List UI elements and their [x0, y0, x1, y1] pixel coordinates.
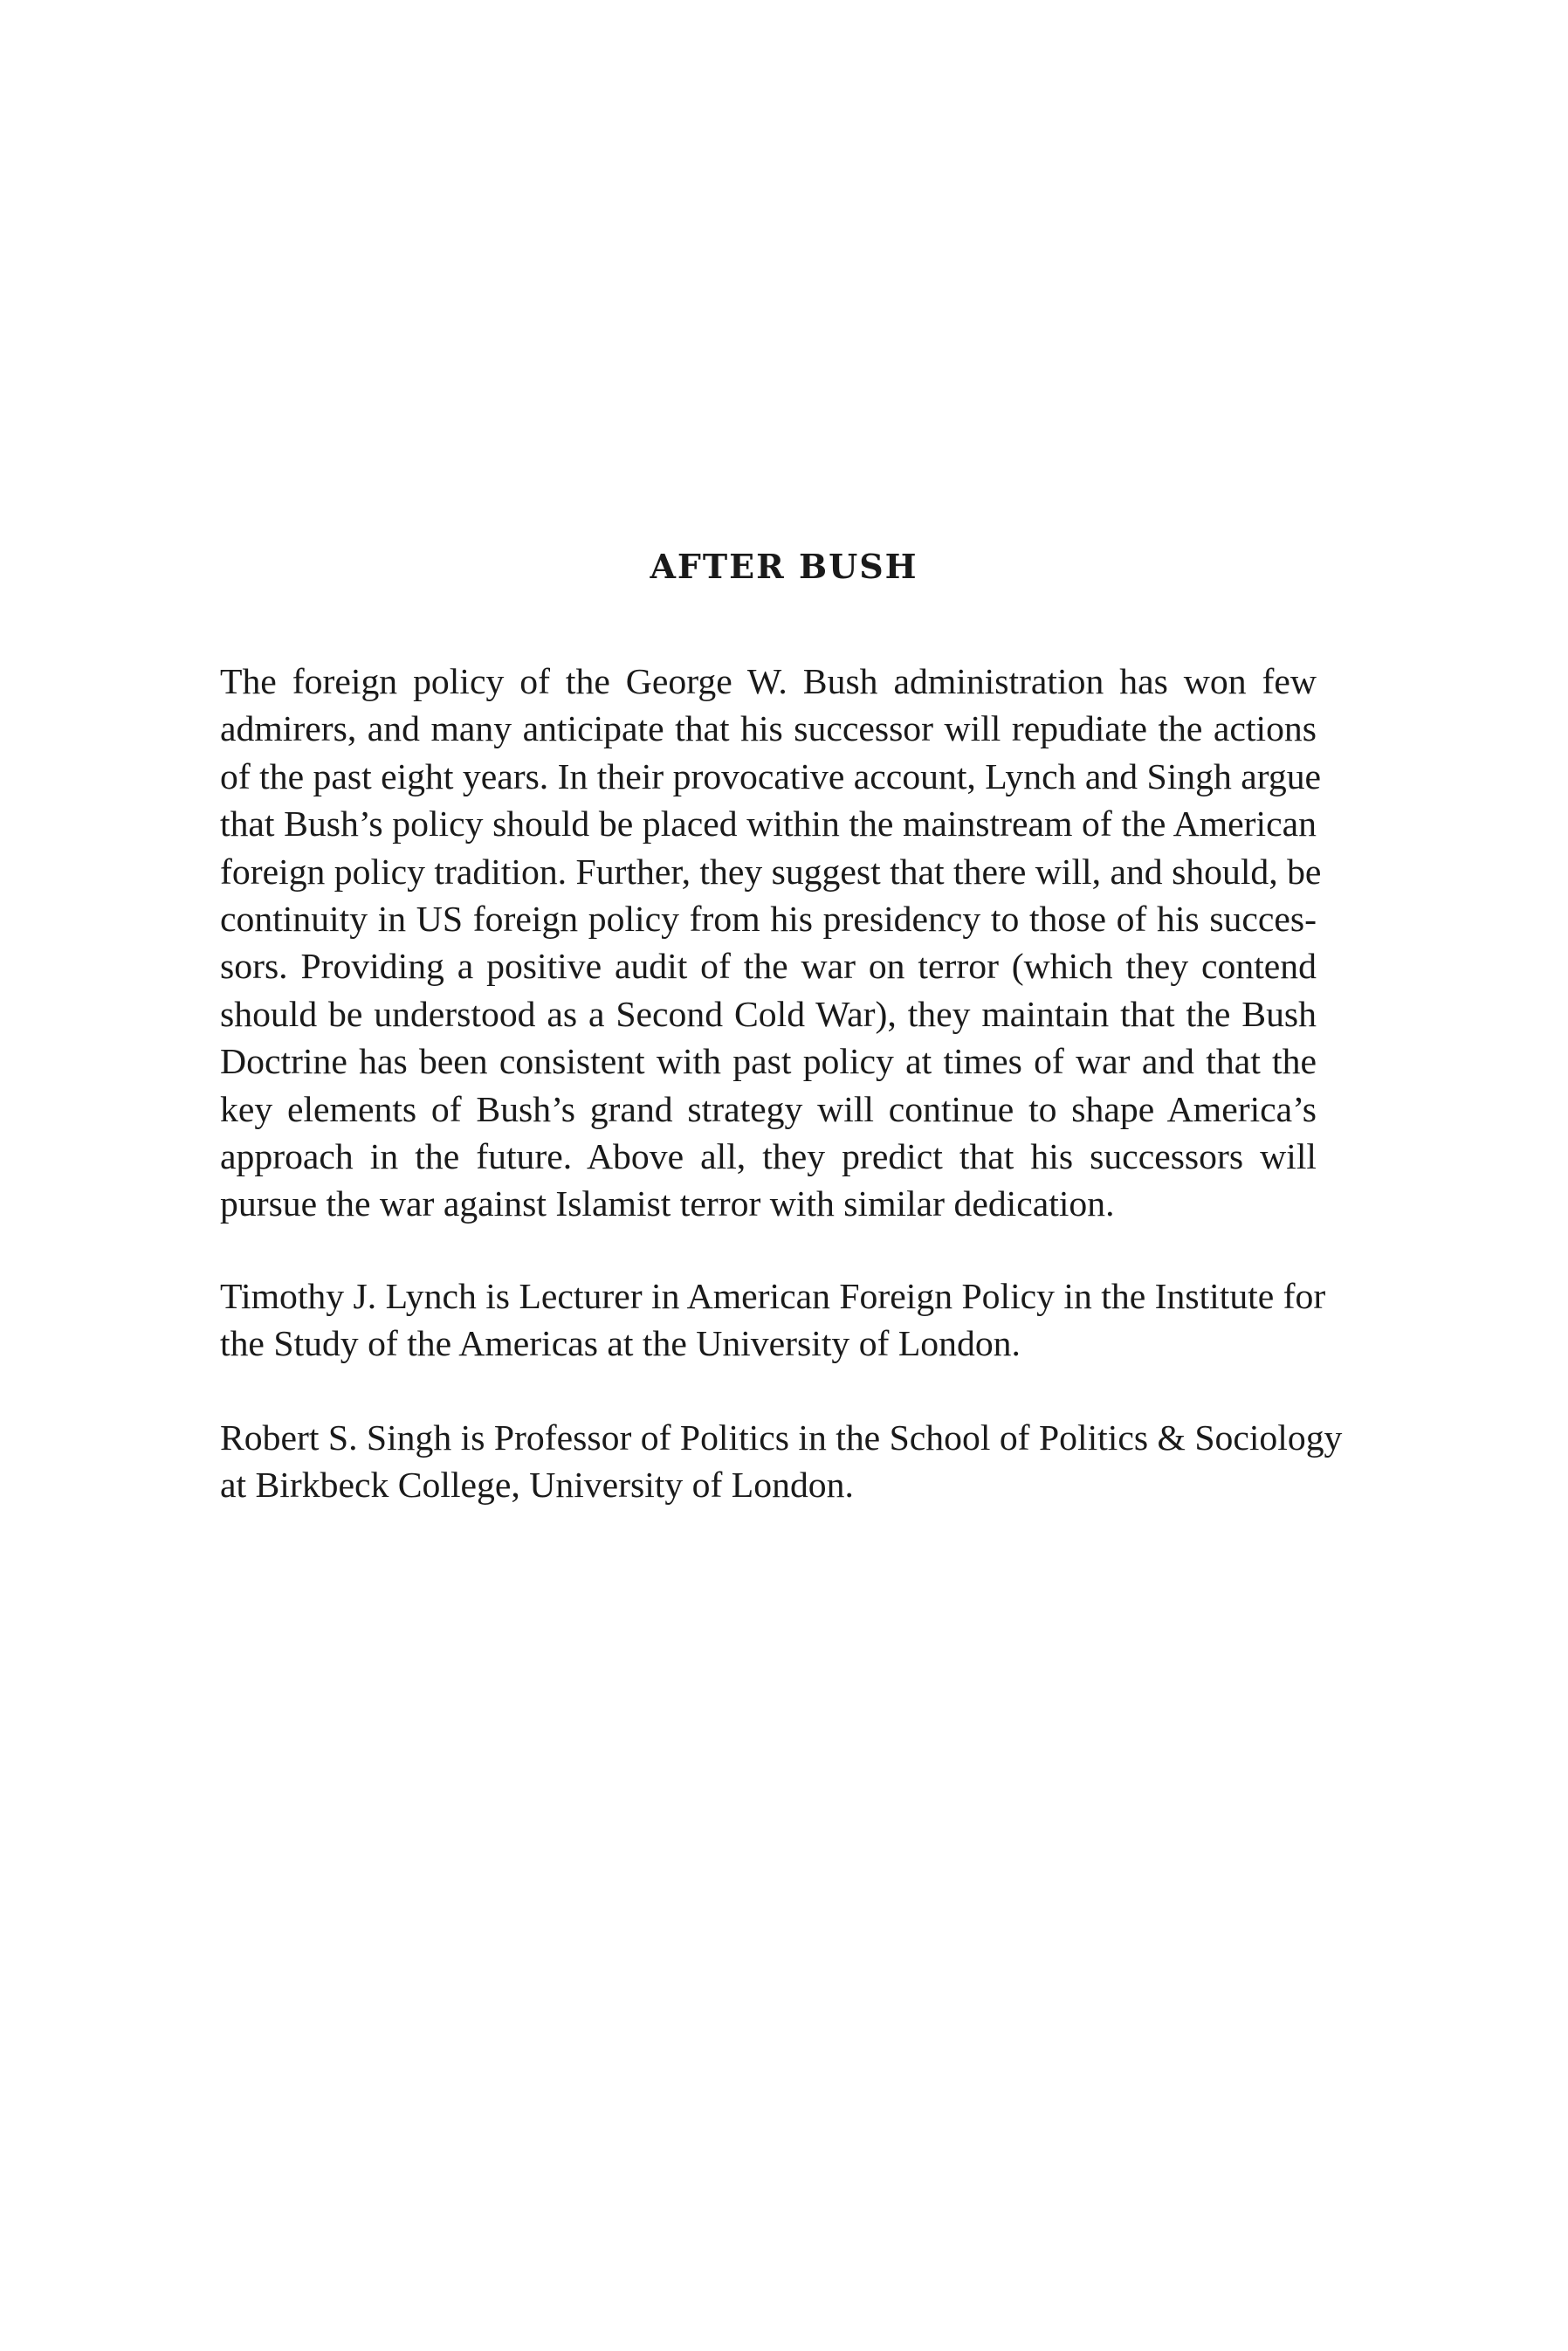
summary-line: of the past eight years. In their provocative account, Lynch and Singh argue	[220, 756, 1322, 797]
summary-paragraph	[220, 658, 1322, 1229]
summary-line: key elements of Bush’s grand strategy will continue to shape America’s	[220, 1089, 1317, 1130]
summary-line: admirers, and many anticipate that his successor will repudiate the actions	[220, 709, 1317, 750]
page-title: AFTER BUSH	[650, 547, 918, 586]
summary-line: continuity in US foreign policy from his presidency to those of his succes-	[220, 899, 1317, 940]
summary-line: The foreign policy of the George W. Bush administration has won few	[220, 662, 1317, 702]
summary-line: foreign policy tradition. Further, they suggest that there will, and should, be	[220, 851, 1322, 893]
bio-line: Robert S. Singh is Professor of Politics in the School of Politics & Sociology	[220, 1418, 1343, 1458]
summary-line: pursue the war against Islamist terror with similar dedication.	[220, 1184, 1115, 1225]
summary-line: Doctrine has been consistent with past policy at times of war and that the	[220, 1042, 1317, 1083]
bio-line: Timothy J. Lynch is Lecturer in American Foreign Policy in the Institute for	[220, 1277, 1326, 1317]
summary-line: sors. Providing a positive audit of the war on terror (which they contend	[220, 947, 1317, 988]
author-bio-singh	[220, 1415, 1343, 1510]
summary-line: should be understood as a Second Cold War), they maintain that the Bush	[220, 994, 1317, 1035]
bio-line: at Birkbeck College, University of London.	[220, 1465, 854, 1506]
bio-line: the Study of the Americas at the University of London.	[220, 1324, 1021, 1365]
summary-line: that Bush’s policy should be placed within the mainstream of the American	[220, 804, 1317, 845]
summary-line: approach in the future. Above all, they predict that his successors will	[220, 1136, 1317, 1177]
author-bio-lynch	[220, 1273, 1326, 1369]
